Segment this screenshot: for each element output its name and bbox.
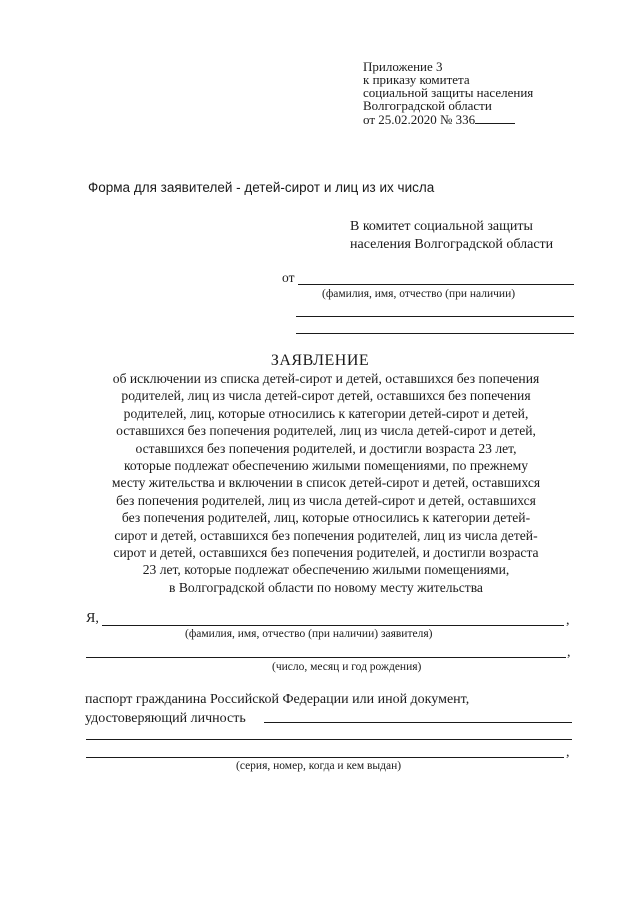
order-date-number: от 25.02.2020 № 336 — [363, 112, 476, 127]
from-name-field[interactable] — [298, 284, 574, 285]
addressee-block — [350, 218, 553, 254]
statement-line: оставшихся без попечения родителей, лиц из числа детей-сирот и детей, — [116, 423, 536, 439]
identity-document-line-3[interactable] — [86, 757, 564, 758]
birth-date-caption: (число, месяц и год рождения) — [272, 661, 422, 673]
statement-body — [80, 370, 572, 596]
statement-line: месту жительства и включении в список детей-сирот и детей, оставшихся — [111, 475, 541, 491]
appendix-block — [363, 60, 533, 125]
statement-line: сирот и детей, оставшихся без попечения родителей, и достигли возраста — [113, 545, 539, 561]
statement-line: без попечения родителей, лиц, которые относились к категории детей- — [121, 510, 531, 526]
appendix-line-1: Приложение 3 — [363, 59, 443, 74]
appendix-line-3: социальной защиты населения — [363, 85, 534, 100]
passport-line-2: удостоверяющий личность — [85, 711, 246, 726]
statement-line: сирот и детей, оставшихся без попечения родителей, лиц из числа детей- — [114, 527, 538, 543]
addressee-line-1: В комитет социальной защиты — [350, 219, 533, 234]
from-line-3[interactable] — [296, 333, 574, 334]
appendix-line-4: Волгоградской области — [363, 98, 492, 113]
statement-line: родителей, лиц, которые относились к категории детей-сирот и детей, — [123, 405, 529, 421]
order-number-underline — [475, 112, 515, 124]
statement-line: об исключении из списка детей-сирот и детей, оставшихся без попечения — [112, 371, 540, 386]
from-line-2[interactable] — [296, 316, 574, 317]
from-caption: (фамилия, имя, отчество (при наличии) — [322, 288, 516, 300]
addressee-line-2: населения Волгоградской области — [350, 237, 554, 252]
from-label: от — [282, 270, 295, 285]
passport-line-1: паспорт гражданина Российской Федерации или иной документ, — [85, 692, 470, 707]
statement-line: родителей, лиц из числа детей-сирот детей, оставшихся без попечения — [121, 388, 531, 404]
identity-document-line-2[interactable] — [86, 739, 572, 740]
appendix-line-5 — [363, 112, 533, 125]
applicant-name-field[interactable] — [102, 625, 564, 626]
form-title: Форма для заявителей - детей-сирот и лиц из их числа — [88, 180, 435, 195]
identity-document-field[interactable] — [264, 722, 572, 723]
applicant-name-comma: , — [566, 613, 570, 628]
statement-line: оставшихся без попечения родителей, и достигли возраста 23 лет, — [135, 440, 517, 456]
birth-date-comma: , — [567, 645, 571, 660]
applicant-ya-label: Я, — [86, 611, 99, 626]
document-heading: ЗАЯВЛЕНИЕ — [270, 352, 370, 369]
birth-date-field[interactable] — [86, 657, 566, 658]
statement-line: без попечения родителей, лиц из числа детей-сирот и детей, оставшихся — [116, 492, 536, 508]
statement-line: в Волгоградской области по новому месту жительства — [169, 579, 483, 595]
applicant-name-caption: (фамилия, имя, отчество (при наличии) заявителя) — [185, 628, 433, 640]
statement-line: которые подлежат обеспечению жилыми помещениями, по прежнему — [123, 458, 529, 474]
statement-line: 23 лет, которые подлежат обеспечению жилыми помещениями, — [142, 562, 510, 578]
appendix-line-2: к приказу комитета — [363, 72, 470, 87]
identity-document-caption: (серия, номер, когда и кем выдан) — [236, 760, 402, 772]
identity-document-comma: , — [566, 745, 570, 760]
